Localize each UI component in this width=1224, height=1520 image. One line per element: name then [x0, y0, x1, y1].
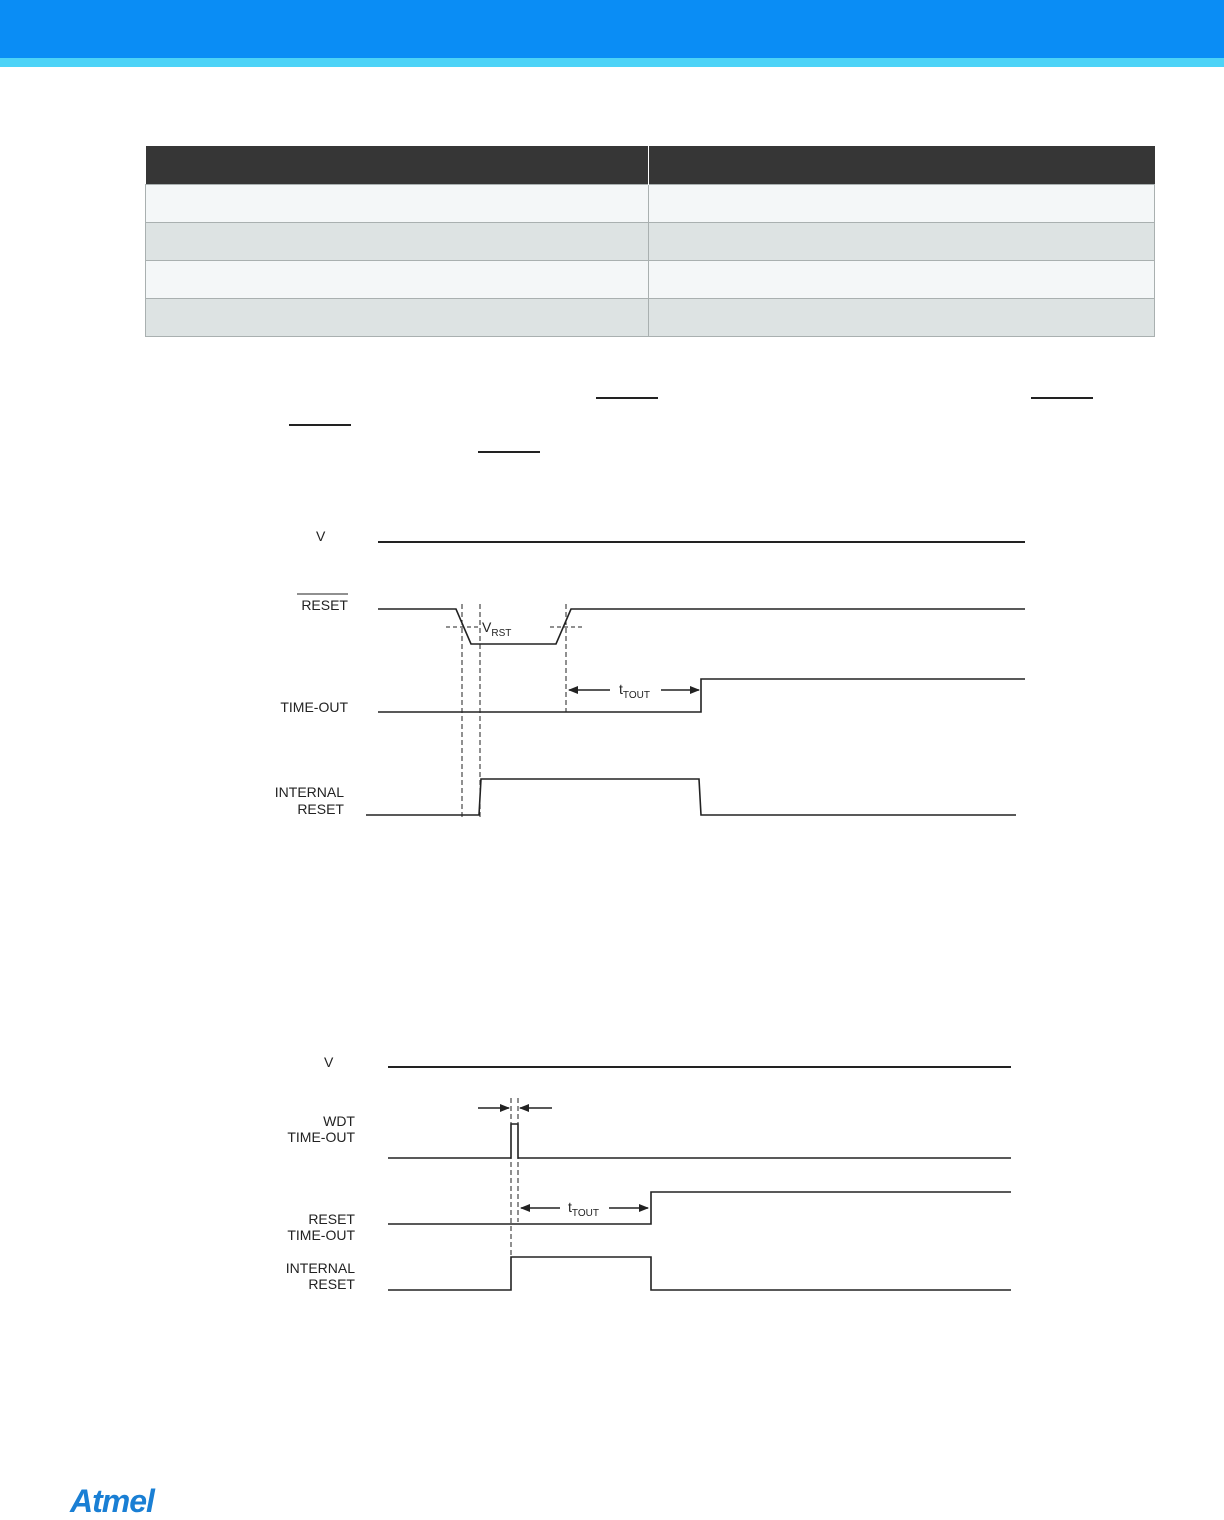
internal-reset-label-line1: INTERNAL [274, 784, 344, 800]
reset-timeout-signal [388, 1192, 1011, 1224]
vcc-label: V [316, 528, 326, 544]
wdt-timeout-signal [388, 1124, 1011, 1158]
wdt-label-line1: WDT [323, 1113, 355, 1129]
vcc-label: V [324, 1054, 334, 1070]
reset-timeout-label-line2: TIME-OUT [287, 1227, 355, 1243]
timeout-signal [378, 679, 1025, 712]
reset-timeout-label-line1: RESET [308, 1211, 355, 1227]
reset-label: RESET [301, 597, 348, 613]
vrst-label: $V_{RST}$ [482, 619, 512, 639]
atmel-logo: Atmel [70, 1483, 154, 1519]
internal-reset-label-line2: RESET [297, 801, 344, 817]
watchdog-reset-timing-diagram [286, 1054, 1011, 1292]
timeout-label: TIME-OUT [280, 699, 348, 715]
ttout-label: $t_{TOUT}$ [619, 681, 650, 701]
internal-reset-signal [366, 779, 1016, 815]
internal-reset-label-line2: RESET [308, 1276, 355, 1292]
internal-reset-signal [388, 1257, 1011, 1290]
external-reset-timing-diagram [275, 528, 1025, 818]
ttout-label: $t_{TOUT}$ [568, 1199, 599, 1219]
wdt-label-line2: TIME-OUT [287, 1129, 355, 1145]
internal-reset-label-line1: INTERNAL [285, 1260, 355, 1276]
